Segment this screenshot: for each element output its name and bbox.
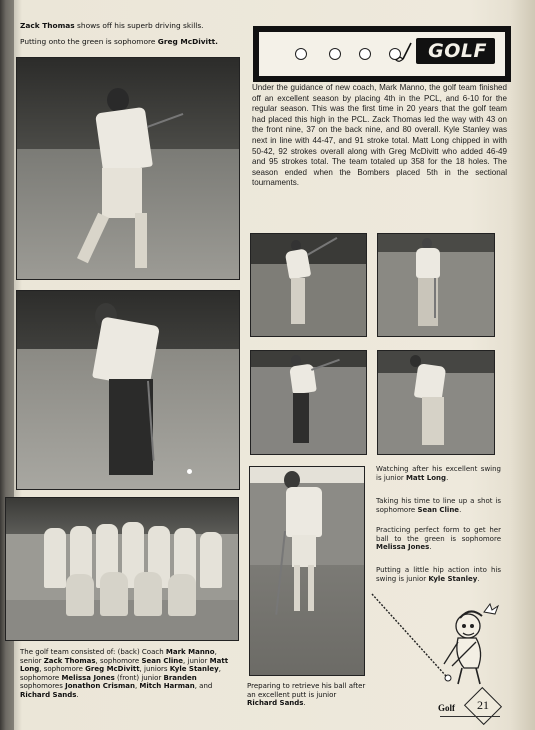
caption-text: sophomores xyxy=(20,682,66,691)
caption-name: Zack Thomas xyxy=(43,656,96,665)
caption-name: Melissa Jones xyxy=(376,543,430,552)
photo-matt-long xyxy=(250,233,367,337)
caption-name: Zack Thomas xyxy=(20,21,75,30)
golf-club-icon xyxy=(395,42,415,64)
caption-text: , junior xyxy=(183,656,210,665)
caption-text: , sophomore xyxy=(20,665,221,682)
caption-text: Preparing to retrieve his ball after an excellent putt is junior xyxy=(247,682,366,699)
golfer-figure xyxy=(285,240,345,332)
caption-name: Sean Cline xyxy=(417,505,460,514)
golfer-figure xyxy=(408,355,478,451)
golfer-pants xyxy=(109,379,153,475)
caption-name: Mark Manno xyxy=(165,648,215,656)
caption-text: . xyxy=(477,574,480,583)
photo-sean-cline xyxy=(377,233,495,337)
caption-text: , senior xyxy=(20,648,217,665)
caption-name: Kyle Stanley xyxy=(169,665,219,674)
photo-richard-sands xyxy=(249,466,365,676)
golfer-cartoon-illustration xyxy=(368,590,503,690)
footer-section-label: Golf xyxy=(438,703,455,713)
caption-kyle-stanley xyxy=(376,566,501,583)
caption-name: Richard Sands xyxy=(20,690,77,699)
caption-sean-cline xyxy=(376,497,501,514)
caption-team-roster xyxy=(20,648,238,700)
caption-text: Putting onto the green is sophomore xyxy=(20,37,158,46)
caption-text: , sophomore xyxy=(95,656,142,665)
caption-richard-sands xyxy=(247,682,367,708)
caption-text: , sophomore xyxy=(39,665,86,674)
golf-header xyxy=(253,26,511,82)
caption-text: Taking his time to line up a shot is sophomore xyxy=(376,497,501,514)
story-text: Under the guidance of new coach, Mark Manno, the golf team finished off an excellent season by placing 4th in the PCL, and 6-10 for the regular season. This was the first time in 20 years that the golf team had placed this high in the PCL. Zack Thomas led the way with 43 on the front nine, 37 on the back nine, and 80 overall. Kyle Stanley was next in line with 44-47, and 91 stroke total. Matt Long chipped in with 50-42, 92 strokes overall along with Greg McDivitt who added 46-49 and 95 strokes total. The team totaled up 358 for the 18 holes. The season ended when the Bombers placed 5th in the sectional tournaments. xyxy=(252,83,507,188)
golf-header-panel xyxy=(259,32,505,76)
caption-putting xyxy=(20,37,218,46)
caption-matt-long xyxy=(376,465,501,482)
caption-text: shows off his superb driving skills. xyxy=(74,21,204,30)
golf-club xyxy=(147,113,183,128)
photo-putting xyxy=(16,290,240,490)
golf-hole-icon xyxy=(295,48,307,60)
caption-name: Greg McDivitt. xyxy=(157,37,218,46)
caption-text: , juniors xyxy=(139,665,170,674)
caption-melissa-jones xyxy=(376,526,501,552)
golfer-figure xyxy=(87,301,187,486)
caption-text: Putting a little hip action into his swing is junior xyxy=(376,566,501,583)
golfer-shirt xyxy=(95,107,153,173)
caption-name: Richard Sands xyxy=(247,699,304,708)
caption-name: Melissa Jones xyxy=(61,673,115,682)
golfer-figure xyxy=(77,88,187,278)
golfer-figure xyxy=(280,471,340,631)
caption-text: Practicing perfect form to get her ball to the green is sophomore xyxy=(376,526,501,543)
golf-hole-icon xyxy=(359,48,371,60)
golf-ball xyxy=(187,469,192,474)
golfer-leg xyxy=(77,213,109,263)
caption-text: . xyxy=(303,699,306,708)
caption-name: Matt Long xyxy=(405,473,447,482)
caption-name: Branden xyxy=(163,673,197,682)
golfer-figure xyxy=(287,355,347,451)
caption-driving xyxy=(20,21,204,30)
caption-text: . xyxy=(76,690,79,699)
caption-text: , xyxy=(134,682,140,691)
photo-melissa-jones xyxy=(250,350,367,455)
team-front-row xyxy=(66,566,196,626)
photo-driving-swing xyxy=(16,57,240,280)
caption-name: Matt Long xyxy=(20,656,229,674)
caption-name: Jonathon Crisman xyxy=(65,682,135,691)
caption-text: (front) junior xyxy=(114,673,164,682)
page-title: GOLF xyxy=(416,38,495,64)
caption-text: , and xyxy=(194,682,213,691)
golfer-figure xyxy=(414,238,464,333)
photo-kyle-stanley xyxy=(377,350,495,455)
golfer-shorts xyxy=(102,168,142,218)
caption-text: . xyxy=(429,543,432,552)
photo-team xyxy=(5,497,239,641)
page-number: 21 xyxy=(477,698,489,712)
caption-name: Mitch Harman xyxy=(139,682,195,691)
caption-name: Sean Cline xyxy=(141,656,184,665)
golf-hole-icon xyxy=(329,48,341,60)
footer-rule xyxy=(440,716,500,717)
caption-text: . xyxy=(446,473,449,482)
caption-text: Watching after his excellent swing is junior xyxy=(376,465,501,482)
caption-name: Greg McDivitt xyxy=(85,665,140,674)
caption-text: . xyxy=(459,505,462,514)
caption-text: The golf team consisted of: (back) Coach xyxy=(20,648,166,656)
caption-name: Kyle Stanley xyxy=(428,574,478,583)
golfer-leg xyxy=(135,213,147,268)
golfer-shirt xyxy=(92,316,160,387)
